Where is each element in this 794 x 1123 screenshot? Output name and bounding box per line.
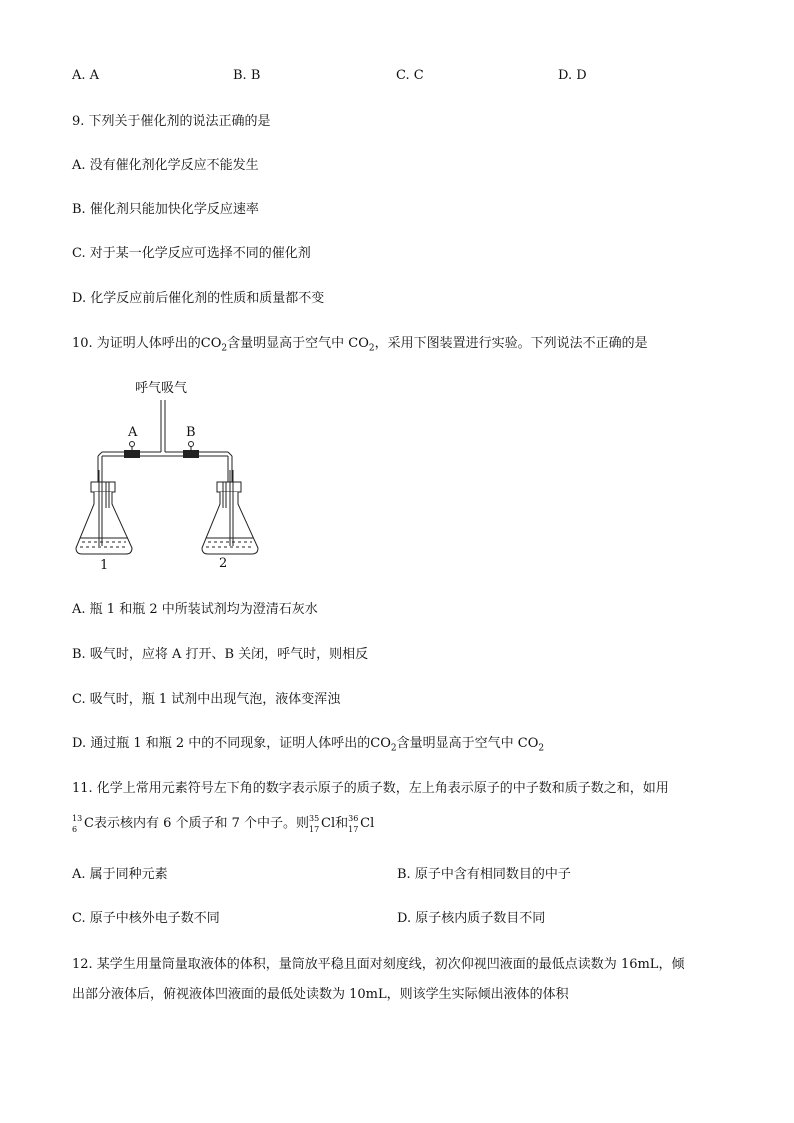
q10-option-d: D. 通过瓶 1 和瓶 2 中的不同现象，证明人体呼出的$CO_2$含量明显高于空气中 $CO_2$	[72, 736, 545, 754]
figure-top-label: 呼气吸气	[135, 381, 188, 396]
flask-2-label: 2	[219, 556, 228, 571]
q11-option-d: D. 原子核内质子数目不同	[397, 911, 546, 926]
q11-line2: 13 6 C表示核内有 6 个质子和 7 个中子。则 35 17 Cl和 36 17 Cl	[72, 814, 375, 834]
flask-2	[202, 470, 258, 571]
q11-option-a: A. 属于同种元素	[72, 867, 168, 882]
q8-option-d: D. D	[558, 68, 587, 83]
apparatus-figure	[70, 370, 270, 579]
q10-stem: 10. 为证明人体呼出的$CO_2$含量明显高于空气中 $CO_2$，采用下图装置进行实验。下列说法不正确的是	[72, 336, 648, 354]
valve-b	[183, 442, 199, 459]
flask-1	[76, 470, 132, 573]
q9-option-b: B. 催化剂只能加快化学反应速率	[72, 202, 259, 217]
valve-a	[124, 442, 140, 459]
valve-b-label: B	[186, 425, 196, 440]
q9-option-d: D. 化学反应前后催化剂的性质和质量都不变	[72, 291, 325, 306]
q10-option-b: B. 吸气时，应将 A 打开、B 关闭，呼气时，则相反	[72, 647, 369, 662]
q8-option-c: C. C	[396, 68, 424, 83]
q11-option-b: B. 原子中含有相同数目的中子	[397, 867, 571, 882]
q9-option-c: C. 对于某一化学反应可选择不同的催化剂	[72, 246, 311, 261]
flask-1-label: 1	[100, 558, 109, 573]
q8-option-b: B. B	[233, 68, 261, 83]
q11-option-c: C. 原子中核外电子数不同	[72, 911, 220, 926]
q11-line1: 11. 化学上常用元素符号左下角的数字表示原子的质子数，左上角表示原子的中子数和质子数之和，如用	[72, 781, 669, 796]
q8-option-a: A. A	[72, 68, 100, 83]
valve-a-label: A	[128, 425, 138, 440]
q9-stem: 9. 下列关于催化剂的说法正确的是	[72, 114, 271, 129]
isotope-cl35: 35 17	[309, 814, 320, 834]
q12-line2: 出部分液体后，俯视液体凹液面的最低处读数为 10mL，则该学生实际倾出液体的体积	[72, 987, 569, 1002]
q10-option-c: C. 吸气时，瓶 1 试剂中出现气泡，液体变浑浊	[72, 692, 341, 707]
q12-line1: 12. 某学生用量筒量取液体的体积，量筒放平稳且面对刻度线，初次仰视凹液面的最低点读数为 16mL，倾	[72, 957, 685, 972]
q9-option-a: A. 没有催化剂化学反应不能发生	[72, 158, 259, 173]
isotope-cl36: 36 17	[348, 814, 359, 834]
q10-option-a: A. 瓶 1 和瓶 2 中所装试剂均为澄清石灰水	[72, 602, 318, 617]
isotope-c13: 13 6	[72, 814, 83, 834]
